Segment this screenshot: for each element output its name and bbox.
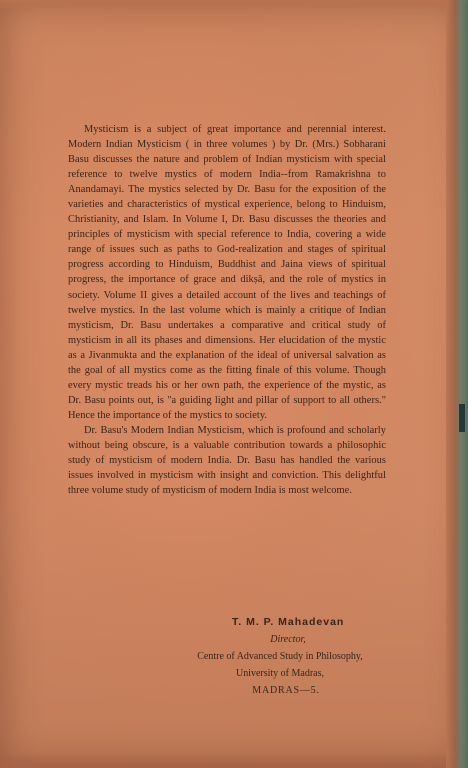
blurb-paragraph-1: Mysticism is a subject of great importance and perennial interest. Modern Indian Mysticism ( in three volumes ) by Dr. (Mrs.) Sobharani Basu discusses the nature and problem of Indian mysticism with special reference to twelve mystics of modern India--from Ramakrishna to Anandamayi. The mystics selected by Dr. Basu for the exposition of the varieties and characteristics of mystical experience, belong to Hinduism, Christianity, and Islam. In Volume I, Dr. Basu discusses the theories and principles of mysticism with special reference to India, covering a wide range of issues such as paths to God-realization and stages of spiritual progress according to Hinduism, Buddhist and Jaina views of spiritual progress, the importance of grace and dikṣā, and the role of mystics in society. Volume II gives a detailed account of the lives and teachings of twelve mystics. In the last volume which is mainly a critique of Indian mysticism, Dr. Basu undertakes a comparative and critical study of mysticism in all its phases and dimensions. Her elucidation of the mystic as a Jivanmukta and the explanation of the ideal of universal salvation as the goal of all mystics come as the fitting finale of this volume. Though every mystic treads his or her own path, the experience of the mystic, as Dr. Basu points out, is "a guiding light and pillar of support to all others." Hence the importance of the mystics to society.	[68, 124, 386, 421]
author-name: T. M. P. Mahadevan	[232, 616, 345, 628]
top-edge-wear	[0, 0, 468, 10]
author-title: Director,	[270, 634, 306, 645]
blurb-text	[68, 122, 386, 498]
spine-mark	[459, 404, 465, 432]
author-city: MADRAS—5.	[252, 685, 320, 696]
author-university: University of Madras,	[235, 668, 325, 679]
spine-edge	[446, 0, 468, 768]
signature-block	[160, 614, 400, 699]
author-centre: Centre of Advanced Study in Philosophy,	[197, 651, 363, 662]
bottom-edge-wear	[0, 754, 468, 768]
blurb-paragraph-2: Dr. Basu's Modern Indian Mysticism, which is profound and scholarly without being obscure, is a valuable contribution towards a philosophic study of mysticism of modern India. Dr. Basu has handled the various issues involved in mysticism with insight and conviction. This delightful three volume study of mysticism of modern India is most welcome.	[68, 424, 386, 497]
